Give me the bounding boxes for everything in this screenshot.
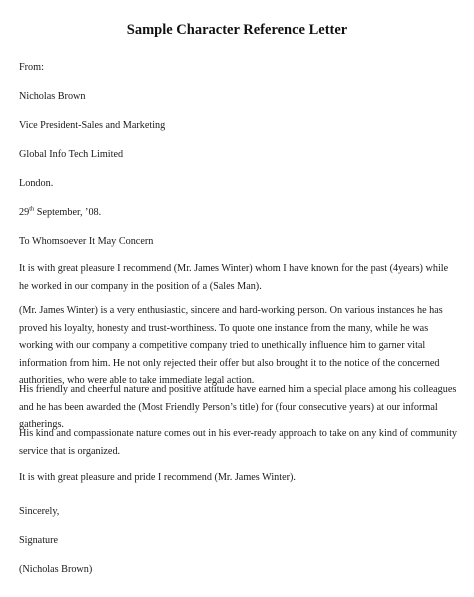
date-rest: September, ’08. [34, 207, 102, 218]
valediction: Sincerely, [19, 506, 60, 517]
page-title: Sample Character Reference Letter [126, 22, 348, 38]
from-label: From: [19, 62, 44, 73]
sender-company: Global Info Tech Limited [19, 149, 124, 160]
paragraph-character: (Mr. James Winter) is a very enthusiastic, sincere and hard-working person. On various instances he has proved his loyalty, honesty and trust-worthiness. To quote one instance from the many, while he was working with our company a competitive company tried to unethically influence him to garner vital information from him. He not only rejected their offer but also brought it to the notice of the concerned authorities, who were able to take immediate legal action. [19, 305, 443, 386]
signature: Signature [19, 535, 59, 546]
paragraph-intro: It is with great pleasure I recommend (Mr. James Winter) whom I have known for the past (4years) while he worked in our company in the position of a (Sales Man). [19, 263, 449, 292]
sender-position: Vice President-Sales and Marketing [19, 120, 166, 131]
date-suffix: th [29, 205, 35, 213]
salutation: To Whomsoever It May Concern [19, 236, 154, 247]
paragraph-community: His kind and compassionate nature comes out in his ever-ready approach to take on any kind of community service that is organized. [19, 428, 458, 457]
date-day: 29 [19, 207, 30, 218]
sender-city: London. [19, 178, 54, 189]
paragraph-recommend: It is with great pleasure and pride I recommend (Mr. James Winter). [19, 472, 296, 483]
letter-date [19, 206, 101, 219]
paragraph-nature: His friendly and cheerful nature and positive attitude have earned him a special place among his colleagues and he has been awarded the (Most Friendly Person’s title) for (four consecutive years) at our informal gatherings. [19, 384, 457, 430]
sender-name: Nicholas Brown [19, 91, 86, 102]
signed-name: (Nicholas Brown) [19, 564, 93, 575]
